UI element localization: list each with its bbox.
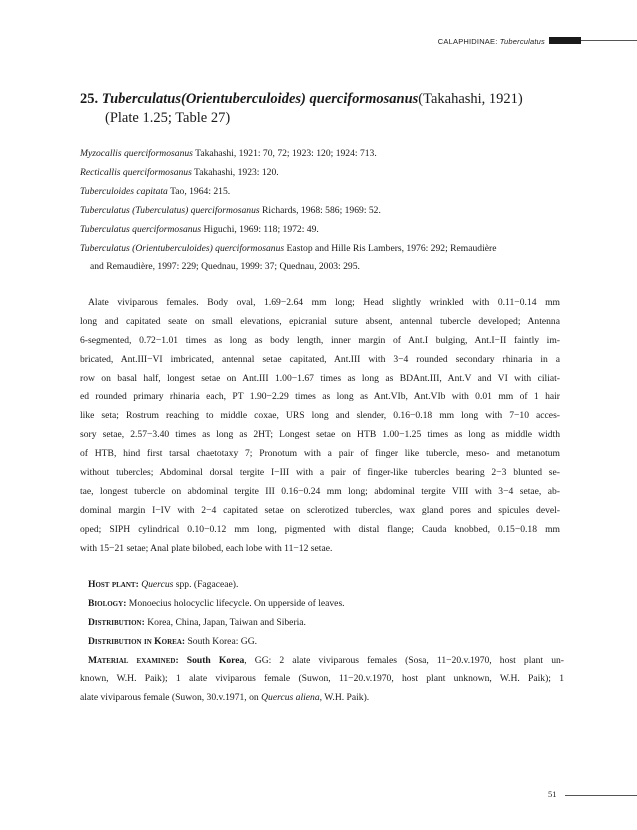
header-bar bbox=[549, 37, 581, 44]
species-subgenus: Orientuberculoides bbox=[185, 91, 302, 107]
material-examined-line: known, W.H. Paik); 1 alate viviparous female (Suwon, 11−20.v.1970, host plant unknown, W.H. Paik); 1 bbox=[80, 673, 564, 685]
description-line: oped; SIPH cylindrical 0.10−0.12 mm long, pigmented with distal flange; Cauda knobbed, 0.15−0.18 mm bbox=[80, 523, 560, 535]
description-line: without tubercles; Abdominal dorsal tergite I−III with a pair of finger-like tubercles bearing 2−3 blunted se- bbox=[80, 467, 560, 479]
biology: Biology: Monoecius holocyclic lifecycle. On upperside of leaves. bbox=[88, 597, 345, 609]
distribution: Distribution: Korea, China, Japan, Taiwan and Siberia. bbox=[88, 616, 306, 628]
morphological-description bbox=[80, 294, 560, 558]
description-line: like seta; Rostrum reaching to middle coxae, URS long and slender, 0.16−0.18 mm long with 7−10 acces- bbox=[80, 410, 560, 422]
description-line: 6-segmented, 0.72−1.01 times as long as body length, inner margin of Ant.I bulging, Ant.I−II faintly im- bbox=[80, 334, 560, 346]
synonym-entry: Tuberculatus (Tuberculatus) querciformosanus Richards, 1968: 586; 1969: 52. bbox=[80, 204, 381, 216]
description-line: sory setae, 2.57−3.40 times as long as 2HT; Longest setae on HTB 1.00−1.25 times as long as middle width bbox=[80, 429, 560, 441]
species-number: 25. bbox=[80, 91, 99, 107]
description-line: Alate viviparous females. Body oval, 1.69−2.64 mm long; Head slightly wrinkled with 0.11−0.14 mm bbox=[88, 297, 560, 308]
plate-reference: (Plate 1.25; Table 27) bbox=[105, 110, 231, 126]
running-header bbox=[438, 37, 545, 46]
host-plant: Host plant: Quercus spp. (Fagaceae). bbox=[88, 579, 239, 590]
synonym-entry: Myzocallis querciformosanus Takahashi, 1921: 70, 72; 1923: 120; 1924: 713. bbox=[80, 148, 377, 159]
description-line: of HTB, hind first tarsal chaetotaxy 7; Pronotum with a pair of finger like tubercle, meso- and metanotum bbox=[80, 448, 560, 460]
description-line: ed rounded primary rhinaria each, PT 1.90−2.29 times as long as Ant.VIb, Ant.VIb with 0.01 mm of 1 hair bbox=[80, 391, 560, 403]
description-line: bricated, Ant.III−VI imbricated, antennal setae capitated, Ant.III with 3−4 rounded secondary rhinaria in a bbox=[80, 353, 560, 365]
description-line: tae, longest tubercle on abdominal tergite III 0.16−0.24 mm long; abdominal tergite VIII with 3−4 setae, ab- bbox=[80, 485, 560, 497]
description-line: long and capitated seate on small elevations, epicranial suture absent, antennal tubercle developed; Antenna bbox=[80, 315, 560, 327]
header-rule bbox=[581, 40, 637, 41]
synonym-entry: Tuberculoides capitata Tao, 1964: 215. bbox=[80, 185, 231, 197]
species-author: (Takahashi, 1921) bbox=[418, 91, 523, 107]
description-line: row on basal half, longest setae on Ant.III 1.00−1.67 times as long as BDAnt.III, Ant.V and VI with ciliat- bbox=[80, 372, 560, 384]
species-genus: Tuberculatus bbox=[101, 91, 181, 107]
synonym-entry: Tuberculatus querciformosanus Higuchi, 1969: 118; 1972: 49. bbox=[80, 223, 319, 235]
distribution-in-korea: Distribution in Korea: South Korea: GG. bbox=[88, 635, 258, 647]
material-examined-line: alate viviparous female (Suwon, 30.v.1971, on Quercus aliena, W.H. Paik). bbox=[80, 692, 370, 704]
running-header-section: CALAPHIDINAE: bbox=[437, 37, 498, 46]
description-line: with 15−21 setae; Anal plate bilobed, each lobe with 11−12 setae. bbox=[80, 542, 333, 554]
running-header-genus: Tuberculatus bbox=[499, 37, 545, 46]
footer-rule bbox=[565, 795, 637, 796]
species-fields bbox=[80, 576, 564, 708]
description-line: dominal margin I−IV with 2−4 capitated setae on sclerotized tubercles, wax gland pores and spicules devel- bbox=[80, 504, 560, 516]
synonymy-list bbox=[80, 145, 560, 277]
synonym-entry: Tuberculatus (Orientuberculoides) querciformosanus Eastop and Hille Ris Lambers, 1976: 292; Remaudière bbox=[80, 242, 497, 254]
species-heading: 25. Tuberculatus(Orientuberculoides) querciformosanus(Takahashi, 1921) (Plate 1.25; Table 27) bbox=[80, 90, 580, 128]
species-epithet: querciformosanus bbox=[309, 91, 419, 107]
material-examined: Material examined: South Korea, GG: 2 alate viviparous females (Sosa, 11−20.v.1970, host plant un- bbox=[88, 654, 564, 666]
synonym-entry: Recticallis querciformosanus Takahashi, 1923: 120. bbox=[80, 166, 279, 178]
synonym-continuation: and Remaudière, 1997: 229; Quednau, 1999: 37; Quednau, 2003: 295. bbox=[90, 261, 360, 273]
page-number: 51 bbox=[548, 789, 557, 799]
